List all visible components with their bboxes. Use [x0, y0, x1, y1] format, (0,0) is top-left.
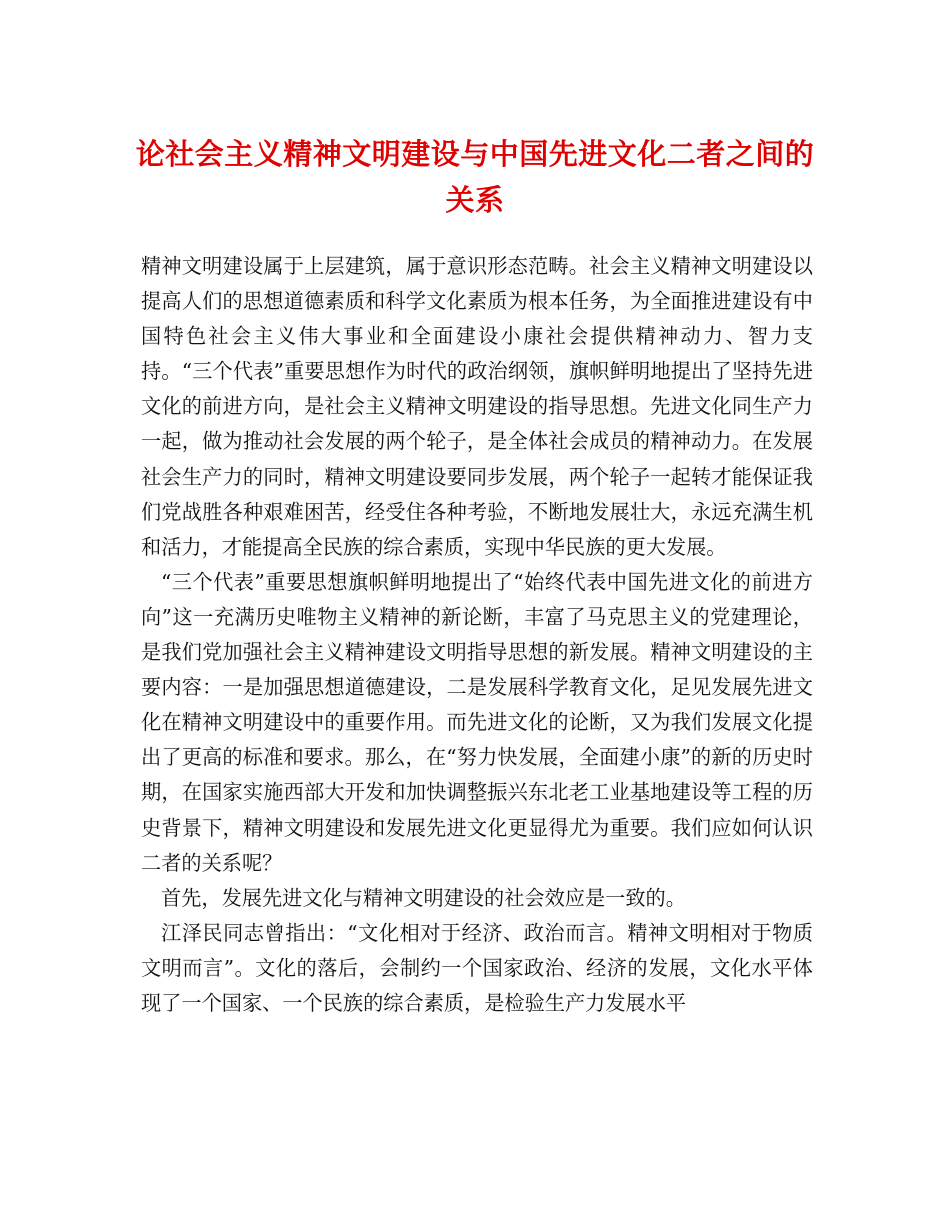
document-title: 论社会主义精神文明建设与中国先进文化二者之间的关系 [135, 137, 815, 217]
paragraph-3: 首先，发展先进文化与精神文明建设的社会效应是一致的。 [161, 885, 686, 910]
paragraph-4: 江泽民同志曾指出：“文化相对于经济、政治而言。精神文明相对于物质文明而言”。文化的落后，会制约一个国家政治、经济的发展，文化水平体现了一个国家、一个民族的综合素质，是检验生产力发展水平 [141, 920, 813, 1015]
document-body [141, 249, 813, 1021]
paragraph-2: “三个代表”重要思想旗帜鲜明地提出了“始终代表中国先进文化的前进方向”这一充满历史唯物主义精神的新论断，丰富了马克思主义的党建理论，是我们党加强社会主义精神建设文明指导思想的新发展。精神文明建设的主要内容：一是加强思想道德建设，二是发展科学教育文化，足见发展先进文化在精神文明建设中的重要作用。而先进文化的论断，又为我们发展文化提出了更高的标准和要求。那么，在“努力快发展，全面建小康”的新的历史时期，在国家实施西部大开发和加快调整振兴东北老工业基地建设等工程的历史背景下，精神文明建设和发展先进文化更显得尤为重要。我们应如何认识二者的关系呢？ [141, 569, 813, 875]
paragraph-1: 精神文明建设属于上层建筑，属于意识形态范畴。社会主义精神文明建设以提高人们的思想道德素质和科学文化素质为根本任务，为全面推进建设有中国特色社会主义伟大事业和全面建设小康社会提供精神动力、智力支持。“三个代表”重要思想作为时代的政治纲领，旗帜鲜明地提出了坚持先进文化的前进方向，是社会主义精神文明建设的指导思想。先进文化同生产力一起，做为推动社会发展的两个轮子，是全体社会成员的精神动力。在发展社会生产力的同时，精神文明建设要同步发展，两个轮子一起转才能保证我们党战胜各种艰难困苦，经受住各种考验，不断地发展壮大，永远充满生机和活力，才能提高全民族的综合素质，实现中华民族的更大发展。 [141, 254, 813, 559]
